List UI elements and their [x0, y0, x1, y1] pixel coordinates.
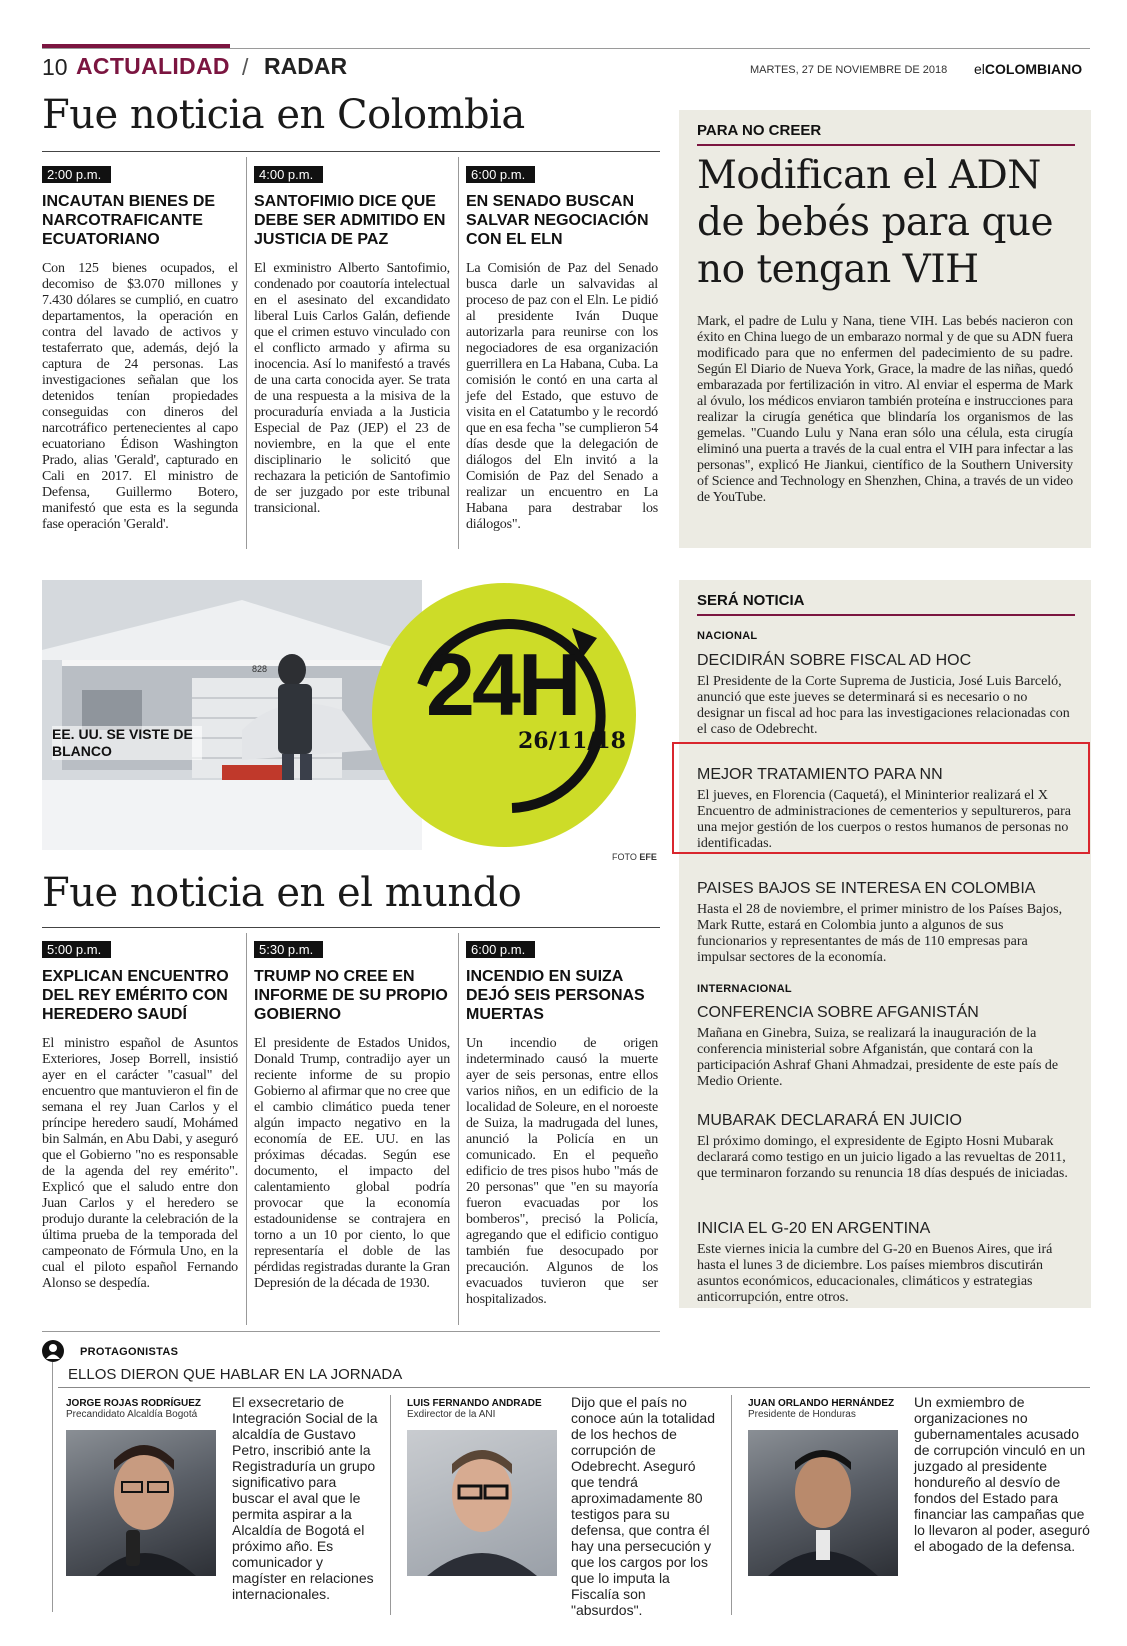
mundo-column-1	[42, 941, 242, 1292]
internacional-label: INTERNACIONAL	[697, 983, 792, 995]
subsection-name: RADAR	[264, 53, 348, 79]
news-title: DECIDIRÁN SOBRE FISCAL AD HOC	[697, 652, 972, 669]
protagonist-name: JUAN ORLANDO HERNÁNDEZ	[748, 1398, 895, 1409]
news-text: Este viernes inicia la cumbre del G-20 en Buenos Aires, que irá hasta el lunes 3 de diciembre. Los países miembros discutirán asuntos económicos, educacionales, climáticos y estrategias anticorrupción, entre otros.	[697, 1242, 1053, 1305]
masthead-rule	[42, 48, 1090, 49]
protagonist-text: El exsecretario de Integración Social de la alcaldía de Gustavo Petro, inscribió ante la Registraduría un grupo significativo para buscar el aval que le permita aspirar a la Alcaldía de Bogotá el próximo año. Es comunicador y magíster en relaciones internacionales.	[232, 1394, 378, 1602]
issue-date: MARTES, 27 DE NOVIEMBRE DE 2018	[750, 64, 948, 76]
news-text: El Presidente de la Corte Suprema de Justicia, José Luis Barceló, anunció que este jueves se determinará si es necesario o no designar un fiscal ad hoc para las investigaciones relacionadas con el caso de Odebrecht.	[697, 674, 1070, 737]
mundo-bottom-rule	[42, 1331, 660, 1332]
protagonist-photo	[407, 1430, 557, 1576]
column-text: El exministro Alberto Santofimio, condenado por coautoría intelectual en el asesinato del excandidato liberal Luis Carlos Galán, defiende que el crimen estuvo vinculado con el conflicto armado y afirma su inocencia. Así lo manifestó a través de una carta conocida ayer. Se trata de una respuesta a la misiva de la procuraduría enviada a la Justicia Especial de Paz (JEP) el 23 de noviembre, en la que el ente disciplinario le solicitó que rechazara la petición de Santofimio de ser juzgado por este tribunal transicional.	[254, 261, 450, 516]
protagonistas-subtitle: ELLOS DIERON QUE HABLAR EN LA JORNADA	[68, 1366, 403, 1383]
protagonist-role: Presidente de Honduras	[748, 1409, 856, 1420]
section-name: ACTUALIDAD	[76, 53, 230, 79]
column-headline: EXPLICAN ENCUENTRO DEL REY EMÉRITO CON HEREDERO SAUDÍ	[42, 968, 229, 1023]
news-item	[697, 1220, 1075, 1306]
news-item	[697, 652, 1075, 738]
protagonistas-rule	[58, 1387, 1090, 1388]
panel-rule	[697, 144, 1075, 146]
news-title: INICIA EL G-20 EN ARGENTINA	[697, 1220, 931, 1237]
column-headline: EN SENADO BUSCAN SALVAR NEGOCIACIÓN CON EL ELN	[466, 193, 649, 248]
para-no-creer-panel	[679, 110, 1091, 548]
nacional-label: NACIONAL	[697, 630, 758, 642]
mundo-title: Fue noticia en el mundo	[42, 870, 522, 916]
credit-prefix: FOTO	[612, 852, 637, 862]
time-badge: 6:00 p.m.	[466, 941, 535, 958]
news-title: MUBARAK DECLARARÁ EN JUICIO	[697, 1112, 962, 1129]
panel-label: PARA NO CREER	[697, 122, 822, 139]
protagonist-card	[748, 1394, 1090, 1554]
news-title: CONFERENCIA SOBRE AFGANISTÁN	[697, 1004, 979, 1021]
panel-title: Modifican el ADN de bebés para que no tengan VIH	[697, 153, 1054, 292]
photo-credit	[612, 852, 657, 862]
house-number: 828	[252, 664, 268, 674]
card-divider	[731, 1395, 732, 1615]
news-title: PAISES BAJOS SE INTERESA EN COLOMBIA	[697, 880, 1036, 897]
news-item	[697, 880, 1075, 966]
column-headline: SANTOFIMIO DICE QUE DEBE SER ADMITIDO EN JUSTICIA DE PAZ	[254, 193, 446, 248]
news-text: Mañana en Ginebra, Suiza, se realizará la inauguración de la conferencia ministerial sobre Afganistán, que contará con la participación Ashraf Ghani Ahmadzai, presidente de este país de Medio Oriente.	[697, 1026, 1059, 1089]
time-badge: 2:00 p.m.	[42, 166, 111, 183]
protagonist-card	[407, 1394, 717, 1618]
protagonist-photo	[748, 1430, 898, 1576]
column-headline: TRUMP NO CREE EN INFORME DE SU PROPIO GOBIERNO	[254, 968, 448, 1023]
colombia-title: Fue noticia en Colombia	[42, 92, 525, 138]
protagonistas-line	[52, 1362, 53, 1612]
card-divider	[390, 1395, 391, 1615]
protagonist-role: Exdirector de la ANI	[407, 1409, 496, 1420]
logo-24h: 24H	[426, 635, 579, 734]
news-text: Hasta el 28 de noviembre, el primer ministro de los Países Bajos, Mark Rutte, estará en Colombia junto a algunos de sus funcionarios y representantes de más de 110 empresas para impulsar sectores de la economía.	[697, 902, 1063, 965]
protagonist-text: Un exmiembro de organizaciones no gubernamentales acusado de corrupción vinculó en un juzgado al presidente hondureño al desvío de fondos del Estado para financiar las campañas que lo llevaron al poder, aseguró el abogado de la defensa.	[914, 1394, 1090, 1554]
section-separator: /	[242, 54, 249, 80]
column-divider	[458, 933, 459, 1325]
protagonistas-label: PROTAGONISTAS	[80, 1346, 179, 1358]
protagonist-photo	[66, 1430, 216, 1576]
mundo-column-2	[254, 941, 454, 1292]
panel-rule	[697, 614, 1075, 616]
column-divider	[246, 157, 247, 549]
highlight-box	[672, 742, 1090, 854]
brand-logo	[974, 61, 1082, 77]
column-text: Con 125 bienes ocupados, el decomiso de $3.070 millones y 7.430 dólares se cumplió, en cuatro departamentos, la operación en contra del lavado de activos y testaferrato que, además, dejó la captura de 24 personas. Las investigaciones señalan que los detenidos tenían propiedades conseguidas con dineros del narcotráfico pertenecientes al capo ecuatoriano Édison Washington Prado, alias 'Gerald', capturado en Cali en 2017. El ministro de Defensa, Guillermo Botero, manifestó que esta es la segunda fase operación 'Gerald'.	[42, 261, 238, 532]
credit-source: EFE	[639, 852, 657, 862]
colombia-column-1	[42, 166, 242, 533]
protagonist-card	[66, 1394, 378, 1602]
news-item	[697, 1112, 1075, 1182]
news-item	[697, 1004, 1075, 1090]
news-text: El jueves, en Florencia (Caquetá), el Mininterior realizará el X Encuentro de administraciones de cementerios y sepultureros, para una mejor gestión de los cuerpos o restos humanos de personas no identificadas.	[697, 788, 1071, 851]
protagonist-name: LUIS FERNANDO ANDRADE	[407, 1398, 542, 1409]
brand-prefix: el	[974, 61, 985, 77]
column-headline: INCENDIO EN SUIZA DEJÓ SEIS PERSONAS MUERTAS	[466, 968, 645, 1023]
colombia-column-3	[466, 166, 662, 533]
column-divider	[458, 157, 459, 549]
panel-label: SERÁ NOTICIA	[697, 592, 805, 609]
time-badge: 5:30 p.m.	[254, 941, 323, 958]
photo-block	[42, 580, 660, 850]
logo-date: 26/11/18	[518, 728, 626, 754]
colombia-rule	[42, 151, 660, 152]
column-divider	[246, 933, 247, 1325]
column-text: Un incendio de origen indeterminado causó la muerte ayer de seis personas, entre ellos varios niños, en un edificio de la localidad de Soleure, en el noroeste de Suiza, la madrugada del lunes, anunció la Policía en un comunicado. En el pequeño edificio de tres pisos hubo "más de 20 personas" que "en su mayoría fueron evacuadas por los bomberos", precisó la Policía, agregando que el edificio contiguo también fue desocupado por precaución. Algunos de los evacuados tuvieron que ser hospitalizados.	[466, 1036, 658, 1307]
sera-noticia-panel	[679, 580, 1091, 1308]
news-text: El próximo domingo, el expresidente de Egipto Hosni Mubarak declarará como testigo en un juicio ligado a las revueltas de 2011, que terminaron forzando su renuncia 18 días después de iniciadas.	[697, 1134, 1068, 1181]
page-number: 10	[42, 54, 68, 80]
time-badge: 4:00 p.m.	[254, 166, 323, 183]
person-icon	[42, 1340, 64, 1362]
column-headline: INCAUTAN BIENES DE NARCOTRAFICANTE ECUATORIANO	[42, 193, 216, 248]
mundo-rule	[42, 927, 660, 928]
protagonist-text: Dijo que el país no conoce aún la totalidad de los hechos de corrupción de Odebrecht. Aseguró que tendrá aproximadamente 80 testigos para su defensa, que contra él hay una persecución y que los cargos por los que lo imputa la Fiscalía son "absurdos".	[571, 1394, 715, 1618]
column-text: La Comisión de Paz del Senado busca darle un salvavidas al proceso de paz con el Eln. Le pidió al presidente Iván Duque autorizarla para reunirse con los negociadores de esa organización guerrillera en La Habana, Cuba. La comisión le contó en una carta al jefe del Estado, que estuvo de visita en el Catatumbo y le recordó que en esa fecha "se cumplieron 54 días desde que la delegación de diálogos del Eln invitó a la Comisión de Paz del Senado a realizar un encuentro en La Habana para destrabar los diálogos".	[466, 261, 658, 532]
protagonist-role: Precandidato Alcaldía Bogotá	[66, 1409, 198, 1420]
column-text: El ministro español de Asuntos Exteriores, Josep Borrell, insistió ayer en el carácter "casual" del encuentro que mantuvieron el fin de semana el rey Juan Carlos y el príncipe heredero saudí, Mohámed bin Salmán, en Abu Dabi, y aseguró que el Gobierno "no es responsable de la agenda del rey emérito". Explicó que el saludo entre don Juan Carlos y el heredero se produjo durante la celebración de la última prueba de la temporada del campeonato de Fórmula Uno, en la cual el piloto español Fernando Alonso se despedía.	[42, 1036, 238, 1291]
mundo-column-3	[466, 941, 662, 1308]
column-text: El presidente de Estados Unidos, Donald Trump, contradijo ayer un reciente informe de su propio Gobierno al afirmar que no cree que el cambio climático pueda tener algún impacto negativo en la economía de EE. UU. en las próximas décadas. Según ese documento, el impacto del calentamiento global podría provocar que la economía estadounidense se contrajera en torno a un 10 por ciento, lo que representaría el doble de las pérdidas registradas durante la Gran Depresión de la década de 1930.	[254, 1036, 450, 1291]
protagonist-name: JORGE ROJAS RODRÍGUEZ	[66, 1398, 202, 1409]
brand-name: COLOMBIANO	[984, 61, 1083, 77]
time-badge: 5:00 p.m.	[42, 941, 111, 958]
photo-caption: EE. UU. SE VISTE DE BLANCO	[52, 726, 202, 760]
time-badge: 6:00 p.m.	[466, 166, 535, 183]
news-title: MEJOR TRATAMIENTO PARA NN	[697, 766, 943, 783]
panel-text: Mark, el padre de Lulu y Nana, tiene VIH. Las bebés nacieron con éxito en China luego de un embarazo normal y de que su ADN fuera modificado para que no enfermen del padecimiento de su padre. Según El Diario de Nueva York, Grace, la madre de las niñas, quedó embarazada por fertilización in vitro. Al enviar el esperma de Mark al óvulo, los médicos enviaron también proteína e instrucciones para realizar la cirugía genética que blindaría los organismos de las gemelas. "Cuando Lulu y Nana eran sólo una célula, esta cirugía eliminó una puerta a través de la cual entra el VIH para infectar a las personas", explicó He Jiankui, científico de la Southern University of Science and Technology en Shenzhen, China, a través de un video de YouTube.	[697, 314, 1073, 505]
colombia-column-2	[254, 166, 454, 517]
